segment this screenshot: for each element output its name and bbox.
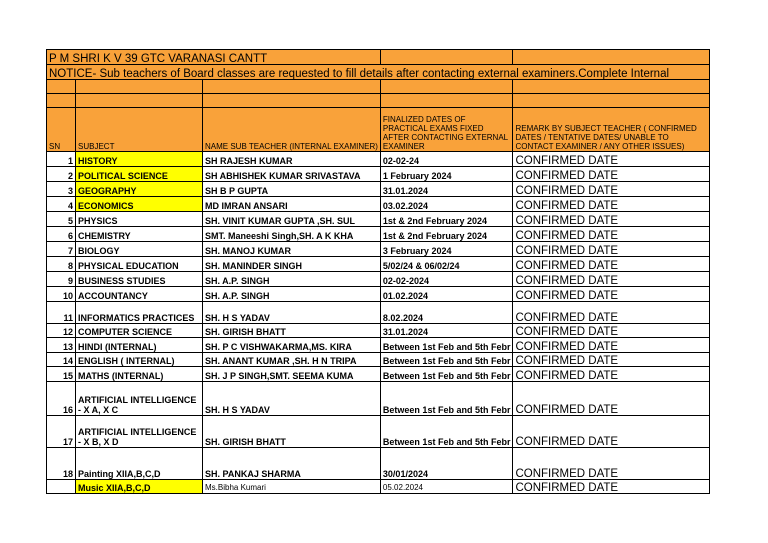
row-subject: GEOGRAPHY (76, 182, 203, 197)
row-subject: BIOLOGY (76, 242, 203, 257)
exam-table (46, 49, 710, 494)
header-remark: REMARK BY SUBJECT TEACHER ( CONFIRMED DATES / TENTATIVE DATES/ UNABLE TO CONTACT EXAMINER / ANY OTHER ISSUES) (513, 108, 710, 152)
table-row (47, 338, 710, 353)
row-subject: ACCOUNTANCY (76, 287, 203, 302)
row-subject: HISTORY (76, 152, 203, 167)
row-subject: PHYSICS (76, 212, 203, 227)
table-row (47, 302, 710, 324)
row-subject: ECONOMICS (76, 197, 203, 212)
row-sn: 16 (47, 382, 76, 416)
row-remark: CONFIRMED DATE (513, 382, 710, 416)
row-teacher: SH ABHISHEK KUMAR SRIVASTAVA (203, 167, 381, 182)
row-teacher: SH RAJESH KUMAR (203, 152, 381, 167)
row-date: 1st & 2nd February 2024 (380, 212, 513, 227)
row-sn (47, 480, 76, 494)
row-teacher: SH. H S YADAV (203, 382, 381, 416)
row-remark: CONFIRMED DATE (513, 367, 710, 382)
table-row (47, 287, 710, 302)
row-remark: CONFIRMED DATE (513, 197, 710, 212)
table-row (47, 257, 710, 272)
row-sn: 2 (47, 167, 76, 182)
row-remark: CONFIRMED DATE (513, 480, 710, 494)
row-teacher: SH. J P SINGH,SMT. SEEMA KUMA (203, 367, 381, 382)
table-row (47, 480, 710, 494)
table-row (47, 152, 710, 167)
row-subject: MATHS (INTERNAL) (76, 367, 203, 382)
row-date: 1st & 2nd February 2024 (380, 227, 513, 242)
row-subject: PHYSICAL EDUCATION (76, 257, 203, 272)
row-teacher: SH. GIRISH BHATT (203, 416, 381, 448)
spreadsheet (46, 49, 710, 494)
row-remark: CONFIRMED DATE (513, 212, 710, 227)
row-sn: 17 (47, 416, 76, 448)
header-teacher: NAME SUB TEACHER (INTERNAL EXAMINER) (203, 108, 381, 152)
row-teacher: SH. P C VISHWAKARMA,MS. KIRA (203, 338, 381, 353)
row-remark: CONFIRMED DATE (513, 257, 710, 272)
row-date: 8.02.2024 (380, 302, 513, 324)
table-row (47, 272, 710, 287)
row-remark: CONFIRMED DATE (513, 272, 710, 287)
table-row (47, 212, 710, 227)
row-subject: ARTIFICIAL INTELLIGENCE - X B, X D (76, 416, 203, 448)
row-date: 5/02/24 & 06/02/24 (380, 257, 513, 272)
row-remark: CONFIRMED DATE (513, 227, 710, 242)
row-date: 02-02-24 (380, 152, 513, 167)
row-teacher: SH B P GUPTA (203, 182, 381, 197)
row-sn: 18 (47, 448, 76, 480)
table-row (47, 353, 710, 367)
row-sn: 14 (47, 353, 76, 367)
header-dates: FINALIZED DATES OF PRACTICAL EXAMS FIXED AFTER CONTACTING EXTERNAL EXAMINER (380, 108, 513, 152)
row-subject: ARTIFICIAL INTELLIGENCE - X A, X C (76, 382, 203, 416)
row-teacher: SH. ANANT KUMAR ,SH. H N TRIPA (203, 353, 381, 367)
blank-row (47, 94, 710, 108)
table-row (47, 167, 710, 182)
row-date: Between 1st Feb and 5th Febr (380, 338, 513, 353)
row-date: Between 1st Feb and 5th Febr (380, 382, 513, 416)
blank-row (47, 80, 710, 94)
row-sn: 9 (47, 272, 76, 287)
table-row (47, 242, 710, 257)
row-date: 05.02.2024 (380, 480, 513, 494)
school-title: P M SHRI K V 39 GTC VARANASI CANTT (47, 50, 381, 65)
row-subject: ENGLISH ( INTERNAL) (76, 353, 203, 367)
row-teacher: SH. MANOJ KUMAR (203, 242, 381, 257)
row-teacher: SH. MANINDER SINGH (203, 257, 381, 272)
row-remark: CONFIRMED DATE (513, 448, 710, 480)
row-subject: BUSINESS STUDIES (76, 272, 203, 287)
row-date: Between 1st Feb and 5th Febr (380, 416, 513, 448)
row-teacher: SH. A.P. SINGH (203, 287, 381, 302)
row-teacher: SH. A.P. SINGH (203, 272, 381, 287)
row-sn: 4 (47, 197, 76, 212)
row-date: 31.01.2024 (380, 324, 513, 338)
row-sn: 11 (47, 302, 76, 324)
row-date: 1 February 2024 (380, 167, 513, 182)
row-teacher: SMT. Maneeshi Singh,SH. A K KHA (203, 227, 381, 242)
header-subject: SUBJECT (76, 108, 203, 152)
row-remark: CONFIRMED DATE (513, 353, 710, 367)
row-sn: 10 (47, 287, 76, 302)
table-row (47, 182, 710, 197)
row-sn: 15 (47, 367, 76, 382)
row-subject: HINDI (INTERNAL) (76, 338, 203, 353)
row-remark: CONFIRMED DATE (513, 242, 710, 257)
row-teacher: SH. VINIT KUMAR GUPTA ,SH. SUL (203, 212, 381, 227)
row-remark: CONFIRMED DATE (513, 167, 710, 182)
row-subject: Painting XIIA,B,C,D (76, 448, 203, 480)
row-date: 3 February 2024 (380, 242, 513, 257)
row-date: 02-02-2024 (380, 272, 513, 287)
table-row (47, 367, 710, 382)
row-remark: CONFIRMED DATE (513, 416, 710, 448)
row-date: 31.01.2024 (380, 182, 513, 197)
row-sn: 13 (47, 338, 76, 353)
table-row (47, 324, 710, 338)
row-teacher: MD IMRAN ANSARI (203, 197, 381, 212)
row-teacher: SH. GIRISH BHATT (203, 324, 381, 338)
row-remark: CONFIRMED DATE (513, 302, 710, 324)
header-row (47, 108, 710, 152)
row-date: Between 1st Feb and 5th Febr (380, 353, 513, 367)
table-row (47, 416, 710, 448)
row-sn: 6 (47, 227, 76, 242)
row-sn: 1 (47, 152, 76, 167)
row-remark: CONFIRMED DATE (513, 338, 710, 353)
row-remark: CONFIRMED DATE (513, 287, 710, 302)
row-sn: 7 (47, 242, 76, 257)
row-subject: CHEMISTRY (76, 227, 203, 242)
table-row (47, 448, 710, 480)
row-subject: COMPUTER SCIENCE (76, 324, 203, 338)
row-teacher: SH. H S YADAV (203, 302, 381, 324)
row-remark: CONFIRMED DATE (513, 182, 710, 197)
table-row (47, 197, 710, 212)
row-subject: Music XIIA,B,C,D (76, 480, 203, 494)
row-date: Between 1st Feb and 5th Febr (380, 367, 513, 382)
data-rows (47, 152, 710, 494)
header-sn: SN (47, 108, 76, 152)
row-sn: 3 (47, 182, 76, 197)
row-teacher: SH. PANKAJ SHARMA (203, 448, 381, 480)
row-sn: 8 (47, 257, 76, 272)
notice-text: NOTICE- Sub teachers of Board classes are requested to fill details after contacting external examiners.Complete Internal (47, 65, 710, 80)
row-date: 30/01/2024 (380, 448, 513, 480)
row-sn: 5 (47, 212, 76, 227)
row-date: 03.02.2024 (380, 197, 513, 212)
table-row (47, 382, 710, 416)
row-teacher: Ms.Bibha Kumari (203, 480, 381, 494)
table-row (47, 227, 710, 242)
notice-row (47, 65, 710, 80)
row-subject: POLITICAL SCIENCE (76, 167, 203, 182)
row-subject: INFORMATICS PRACTICES (76, 302, 203, 324)
row-date: 01.02.2024 (380, 287, 513, 302)
row-remark: CONFIRMED DATE (513, 324, 710, 338)
title-row (47, 50, 710, 65)
row-sn: 12 (47, 324, 76, 338)
row-remark: CONFIRMED DATE (513, 152, 710, 167)
